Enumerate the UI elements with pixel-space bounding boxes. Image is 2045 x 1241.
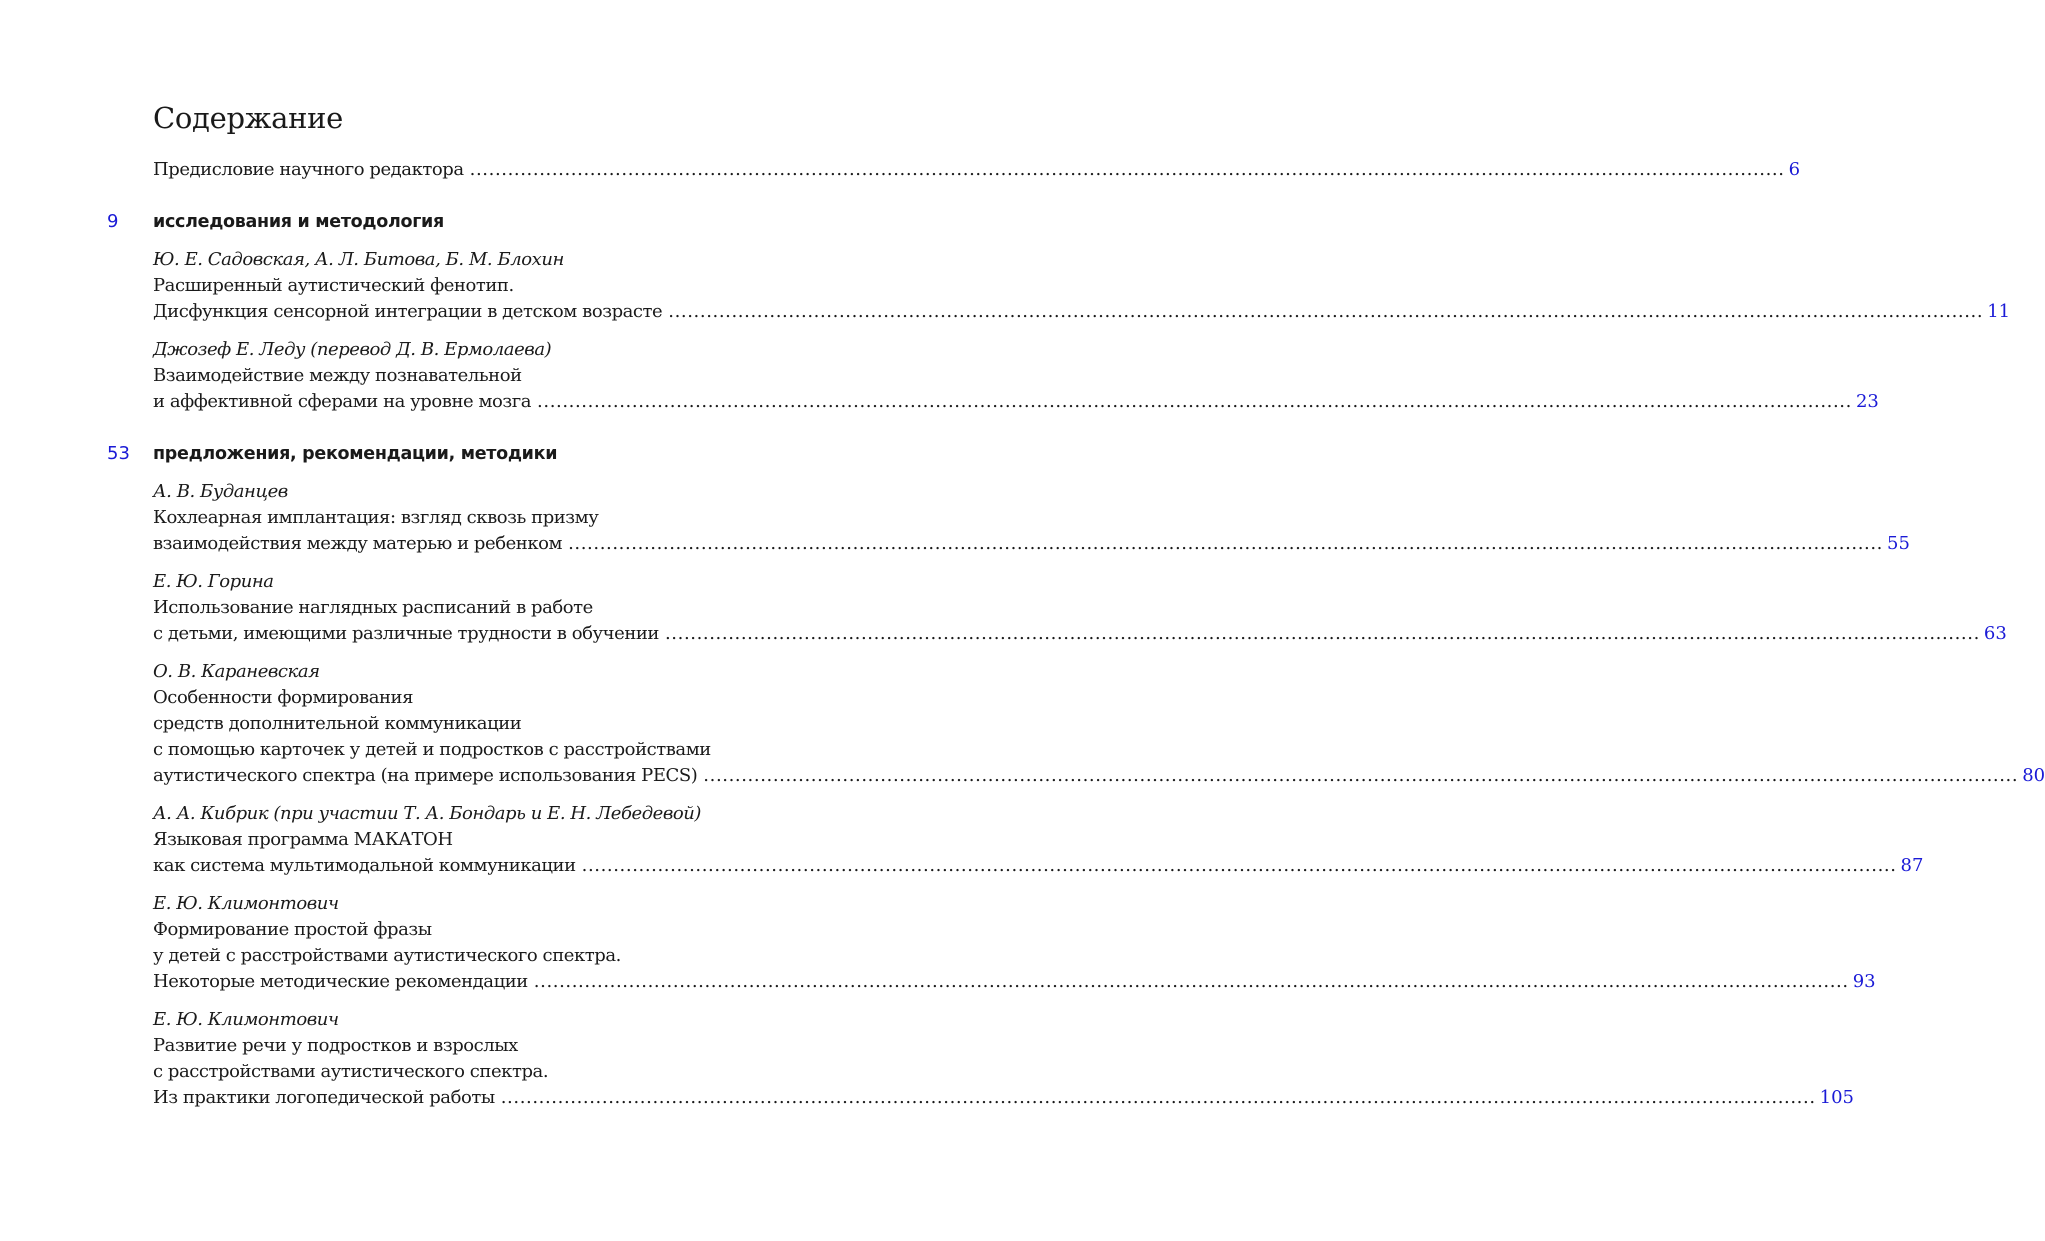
toc-entry-line: Расширенный аутистический фенотип. bbox=[153, 275, 514, 296]
leader-dots bbox=[470, 157, 1785, 183]
toc-entry-title: и аффективной сферами на уровне мозга bbox=[153, 391, 532, 412]
toc-entry[interactable] bbox=[0, 801, 1924, 879]
toc-entry-title: с детьми, имеющими различные трудности в обучении bbox=[153, 623, 659, 644]
leader-dots bbox=[703, 763, 2018, 789]
toc-section-heading bbox=[0, 209, 857, 247]
toc-entry-author: Е. Ю. Климонтович bbox=[153, 1009, 339, 1030]
toc-entry-author: О. В. Караневская bbox=[153, 661, 320, 682]
toc-entry-author: А. А. Кибрик (при участии Т. А. Бондарь и Е. Н. Лебедевой) bbox=[153, 803, 701, 824]
toc-entry-title: Из практики логопедической работы bbox=[153, 1087, 495, 1108]
toc-section-heading bbox=[0, 441, 857, 479]
toc-entry-line: у детей с расстройствами аутистического спектра. bbox=[153, 945, 621, 966]
toc-entry[interactable] bbox=[0, 337, 1879, 415]
toc-entry-line: Кохлеарная имплантация: взгляд сквозь призму bbox=[153, 507, 599, 528]
toc-entry-title: Дисфункция сенсорной интеграции в детском возрасте bbox=[153, 301, 663, 322]
leader-dots bbox=[568, 531, 1883, 557]
toc-entry-line bbox=[153, 1085, 1855, 1111]
toc-entry-line: Формирование простой фразы bbox=[153, 919, 432, 940]
toc-entry-author: Е. Ю. Горина bbox=[153, 571, 274, 592]
toc-page-number: 55 bbox=[1887, 533, 1910, 554]
leader-dots bbox=[582, 853, 1897, 879]
toc-entry-title: взаимодействия между матерью и ребенком bbox=[153, 533, 563, 554]
leader-dots bbox=[501, 1085, 1816, 1111]
toc-page-number: 105 bbox=[1819, 1087, 1855, 1108]
toc-page-number: 87 bbox=[1900, 855, 1924, 876]
toc-entry-line bbox=[153, 157, 1801, 183]
toc-entry[interactable] bbox=[0, 479, 1910, 557]
toc-entry-line: Использование наглядных расписаний в работе bbox=[153, 597, 593, 618]
leader-dots bbox=[534, 969, 1849, 995]
toc-entry-title: как система мультимодальной коммуникации bbox=[153, 855, 576, 876]
toc-entry-line bbox=[153, 621, 2007, 647]
toc-entry-title: аутистического спектра (на примере использования PECS) bbox=[153, 765, 698, 786]
toc-entry[interactable] bbox=[0, 1007, 1855, 1111]
toc-entry-line bbox=[153, 853, 1924, 879]
toc-page-number: 80 bbox=[2022, 765, 2045, 786]
toc-entry[interactable] bbox=[0, 569, 2007, 647]
section-title: предложения, рекомендации, методики bbox=[153, 444, 558, 464]
toc-entry-line: Взаимодействие между познавательной bbox=[153, 365, 522, 386]
toc-entry-line bbox=[153, 763, 2045, 789]
toc-list bbox=[0, 157, 2045, 1123]
toc-entry-line: с помощью карточек у детей и подростков с расстройствами bbox=[153, 739, 711, 760]
section-page-number: 9 bbox=[107, 211, 119, 232]
page-title: Содержание bbox=[153, 101, 344, 135]
toc-entry-line: Особенности формирования bbox=[153, 687, 413, 708]
toc-entry-line bbox=[153, 531, 1910, 557]
toc-entry-line bbox=[153, 299, 2011, 325]
toc-page-number: 93 bbox=[1852, 971, 1876, 992]
toc-entry-line: Развитие речи у подростков и взрослых bbox=[153, 1035, 518, 1056]
toc-entry-line bbox=[153, 389, 1879, 415]
leader-dots bbox=[668, 299, 1983, 325]
toc-entry-line: с расстройствами аутистического спектра. bbox=[153, 1061, 549, 1082]
toc-page-number: 23 bbox=[1855, 391, 1879, 412]
section-page-number: 53 bbox=[107, 443, 130, 464]
toc-entry-author: Ю. Е. Садовская, А. Л. Битова, Б. М. Блохин bbox=[153, 249, 564, 270]
toc-page-number: 63 bbox=[1983, 623, 2007, 644]
toc-entry-author: А. В. Буданцев bbox=[153, 481, 288, 502]
toc-entry-author: Джозеф Е. Леду (перевод Д. В. Ермолаева) bbox=[153, 339, 552, 360]
toc-entry-line: Языковая программа МАКАТОН bbox=[153, 829, 453, 850]
leader-dots bbox=[665, 621, 1980, 647]
toc-page-number: 11 bbox=[1987, 301, 2011, 322]
toc-entry-line bbox=[153, 969, 1876, 995]
toc-entry[interactable] bbox=[0, 891, 1876, 995]
toc-page-number: 6 bbox=[1788, 159, 1801, 180]
toc-entry-author: Е. Ю. Климонтович bbox=[153, 893, 339, 914]
toc-entry-title: Предисловие научного редактора bbox=[153, 159, 464, 180]
section-title: исследования и методология bbox=[153, 212, 444, 232]
toc-entry-title: Некоторые методические рекомендации bbox=[153, 971, 528, 992]
toc-entry[interactable] bbox=[0, 247, 2011, 325]
toc-entry-preface[interactable] bbox=[0, 157, 1801, 183]
toc-entry-line: средств дополнительной коммуникации bbox=[153, 713, 522, 734]
leader-dots bbox=[537, 389, 1852, 415]
toc-entry[interactable] bbox=[0, 659, 2045, 789]
